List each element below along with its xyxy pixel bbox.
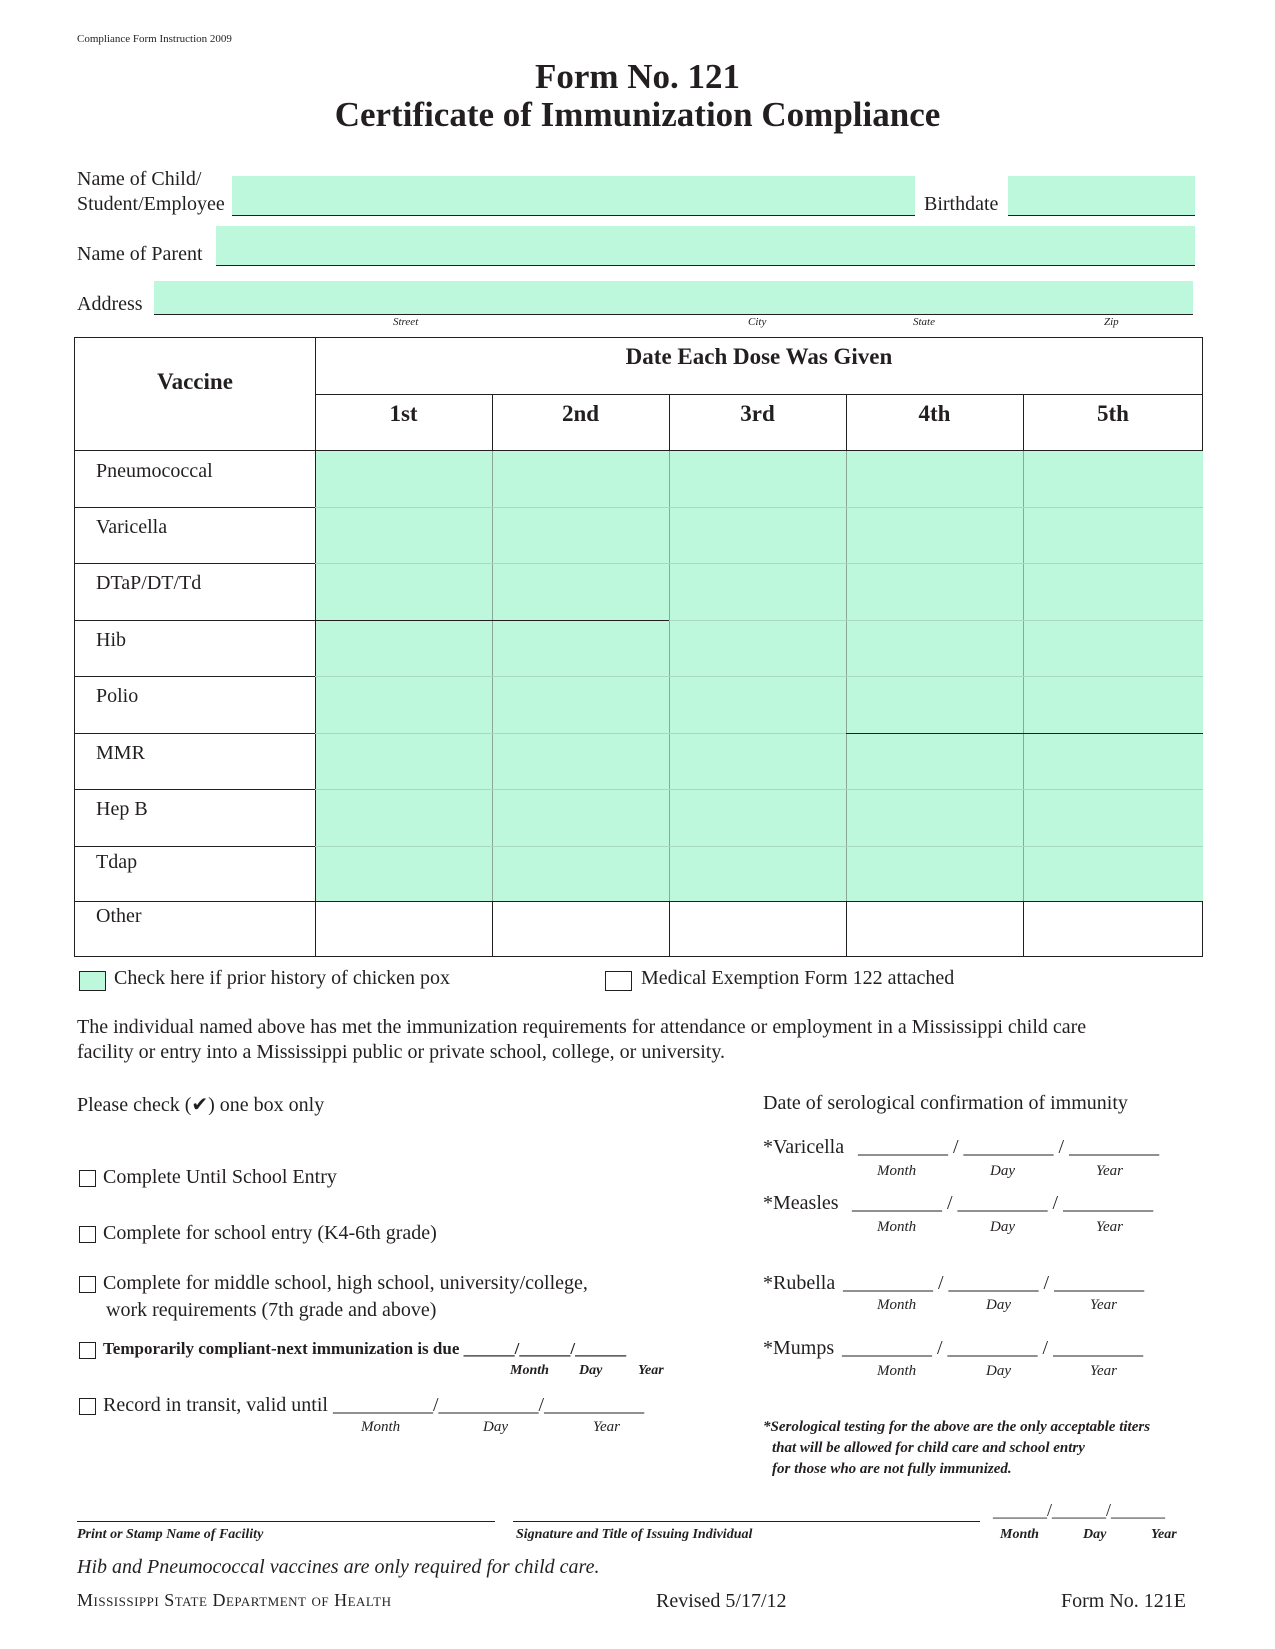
top-note: Compliance Form Instruction 2009 <box>77 33 232 45</box>
dose-header-1st: 1st <box>389 401 418 426</box>
option-k4-6-label: Complete for school entry (K4-6th grade) <box>103 1222 437 1244</box>
form-number-title: Form No. 121 <box>534 57 741 96</box>
transit-month-caption: Month <box>361 1419 401 1435</box>
serology-varicella-date[interactable]: _________ / _________ / _________ <box>858 1136 1160 1158</box>
issuer-label: Signature and Title of Issuing Individual <box>516 1527 753 1542</box>
vaccine-hib: Hib <box>96 629 126 651</box>
varicella-year-caption: Year <box>1096 1163 1123 1179</box>
parent-name-label: Name of Parent <box>77 243 203 265</box>
check-instruction: Please check (✔) one box only <box>77 1094 325 1116</box>
option-7th-up-checkbox[interactable] <box>79 1276 96 1293</box>
vaccine-polio: Polio <box>96 685 139 707</box>
mumps-month-caption: Month <box>877 1363 917 1379</box>
transit-year-caption: Year <box>593 1419 620 1435</box>
medical-exemption-label: Medical Exemption Form 122 attached <box>641 967 955 989</box>
chicken-pox-checkbox[interactable] <box>79 971 106 991</box>
state-caption: State <box>913 316 935 328</box>
footer-note: Hib and Pneumococcal vaccines are only required for child care. <box>77 1556 600 1578</box>
vaccine-hep-b: Hep B <box>96 798 148 820</box>
department-name: Mississippi State Department of Health <box>77 1590 392 1610</box>
zip-caption: Zip <box>1104 316 1119 328</box>
address-field[interactable] <box>154 281 1193 315</box>
option-temporary-checkbox[interactable] <box>79 1342 96 1359</box>
dose-header-2nd: 2nd <box>561 401 600 426</box>
serology-mumps-label: *Mumps <box>763 1337 835 1359</box>
serology-measles-label: *Measles <box>763 1192 839 1214</box>
form-number-footer: Form No. 121E <box>1061 1590 1186 1612</box>
rubella-year-caption: Year <box>1090 1297 1117 1313</box>
vaccine-column-header: Vaccine <box>157 369 233 394</box>
facility-label: Print or Stamp Name of Facility <box>77 1527 264 1542</box>
measles-year-caption: Year <box>1096 1219 1123 1235</box>
parent-name-field[interactable] <box>216 226 1195 266</box>
child-name-label-line2: Student/Employee <box>77 193 225 215</box>
dose-header-3rd: 3rd <box>740 401 775 426</box>
temp-year-caption: Year <box>638 1363 664 1378</box>
city-caption: City <box>748 316 767 328</box>
option-7th-up-label-line1: Complete for middle school, high school, university/college, <box>103 1272 588 1294</box>
statement-line2: facility or entry into a Mississippi public or private school, college, or university. <box>77 1041 726 1063</box>
street-caption: Street <box>393 316 419 328</box>
signature-date-line[interactable]: ______/______/______ <box>993 1500 1166 1520</box>
serology-measles-date[interactable]: _________ / _________ / _________ <box>852 1192 1154 1214</box>
birthdate-field[interactable] <box>1008 176 1195 216</box>
transit-day-caption: Day <box>483 1419 508 1435</box>
facility-signature-line[interactable] <box>77 1521 495 1522</box>
vaccine-mmr: MMR <box>96 742 145 764</box>
signature-day-caption: Day <box>1083 1527 1107 1542</box>
mumps-year-caption: Year <box>1090 1363 1117 1379</box>
vaccine-dtap: DTaP/DT/Td <box>96 572 202 594</box>
birthdate-label: Birthdate <box>924 193 999 215</box>
serology-note-line3: for those who are not fully immunized. <box>772 1461 1012 1477</box>
dose-group-header: Date Each Dose Was Given <box>625 344 893 369</box>
option-until-school-checkbox[interactable] <box>79 1170 96 1187</box>
dose-header-5th: 5th <box>1097 401 1129 426</box>
signature-month-caption: Month <box>1000 1527 1039 1542</box>
temp-day-caption: Day <box>579 1363 603 1378</box>
mumps-day-caption: Day <box>986 1363 1011 1379</box>
serology-rubella-label: *Rubella <box>763 1272 836 1294</box>
form-title: Certificate of Immunization Compliance <box>334 95 941 134</box>
serology-varicella-label: *Varicella <box>763 1136 845 1158</box>
statement-line1: The individual named above has met the immunization requirements for attendance or employment in a Mississippi child care <box>77 1016 1087 1038</box>
serology-note-line1: *Serological testing for the above are the only acceptable titers <box>763 1419 1151 1435</box>
option-k4-6-checkbox[interactable] <box>79 1226 96 1243</box>
serology-rubella-date[interactable]: _________ / _________ / _________ <box>843 1272 1145 1294</box>
issuer-signature-line[interactable] <box>513 1521 980 1522</box>
vaccine-other: Other <box>96 905 142 927</box>
option-temporary-label: Temporarily compliant-next immunization is due ______/______/______ <box>103 1339 627 1358</box>
option-7th-up-label-line2: work requirements (7th grade and above) <box>106 1299 437 1321</box>
varicella-day-caption: Day <box>990 1163 1015 1179</box>
address-label: Address <box>77 293 143 315</box>
vaccine-pneumococcal: Pneumococcal <box>96 460 213 482</box>
serology-note-line2: that will be allowed for child care and school entry <box>772 1440 1085 1456</box>
medical-exemption-checkbox[interactable] <box>605 971 632 991</box>
immunization-table <box>74 337 1203 957</box>
chicken-pox-label: Check here if prior history of chicken pox <box>114 967 451 989</box>
temp-month-caption: Month <box>510 1363 549 1378</box>
child-name-label-line1: Name of Child/ <box>77 168 202 190</box>
varicella-month-caption: Month <box>877 1163 917 1179</box>
revised-date: Revised 5/17/12 <box>656 1590 787 1612</box>
child-name-field[interactable] <box>232 176 915 216</box>
signature-year-caption: Year <box>1151 1527 1177 1542</box>
option-until-school-label: Complete Until School Entry <box>103 1166 337 1188</box>
rubella-day-caption: Day <box>986 1297 1011 1313</box>
serology-mumps-date[interactable]: _________ / _________ / _________ <box>842 1337 1144 1359</box>
vaccine-varicella: Varicella <box>96 516 168 538</box>
rubella-month-caption: Month <box>877 1297 917 1313</box>
serology-heading: Date of serological confirmation of immunity <box>763 1092 1128 1114</box>
measles-month-caption: Month <box>877 1219 917 1235</box>
option-transit-checkbox[interactable] <box>79 1398 96 1415</box>
dose-header-4th: 4th <box>918 401 951 426</box>
vaccine-tdap: Tdap <box>96 851 138 873</box>
measles-day-caption: Day <box>990 1219 1015 1235</box>
option-transit-label: Record in transit, valid until __________/__________/__________ <box>103 1394 645 1416</box>
